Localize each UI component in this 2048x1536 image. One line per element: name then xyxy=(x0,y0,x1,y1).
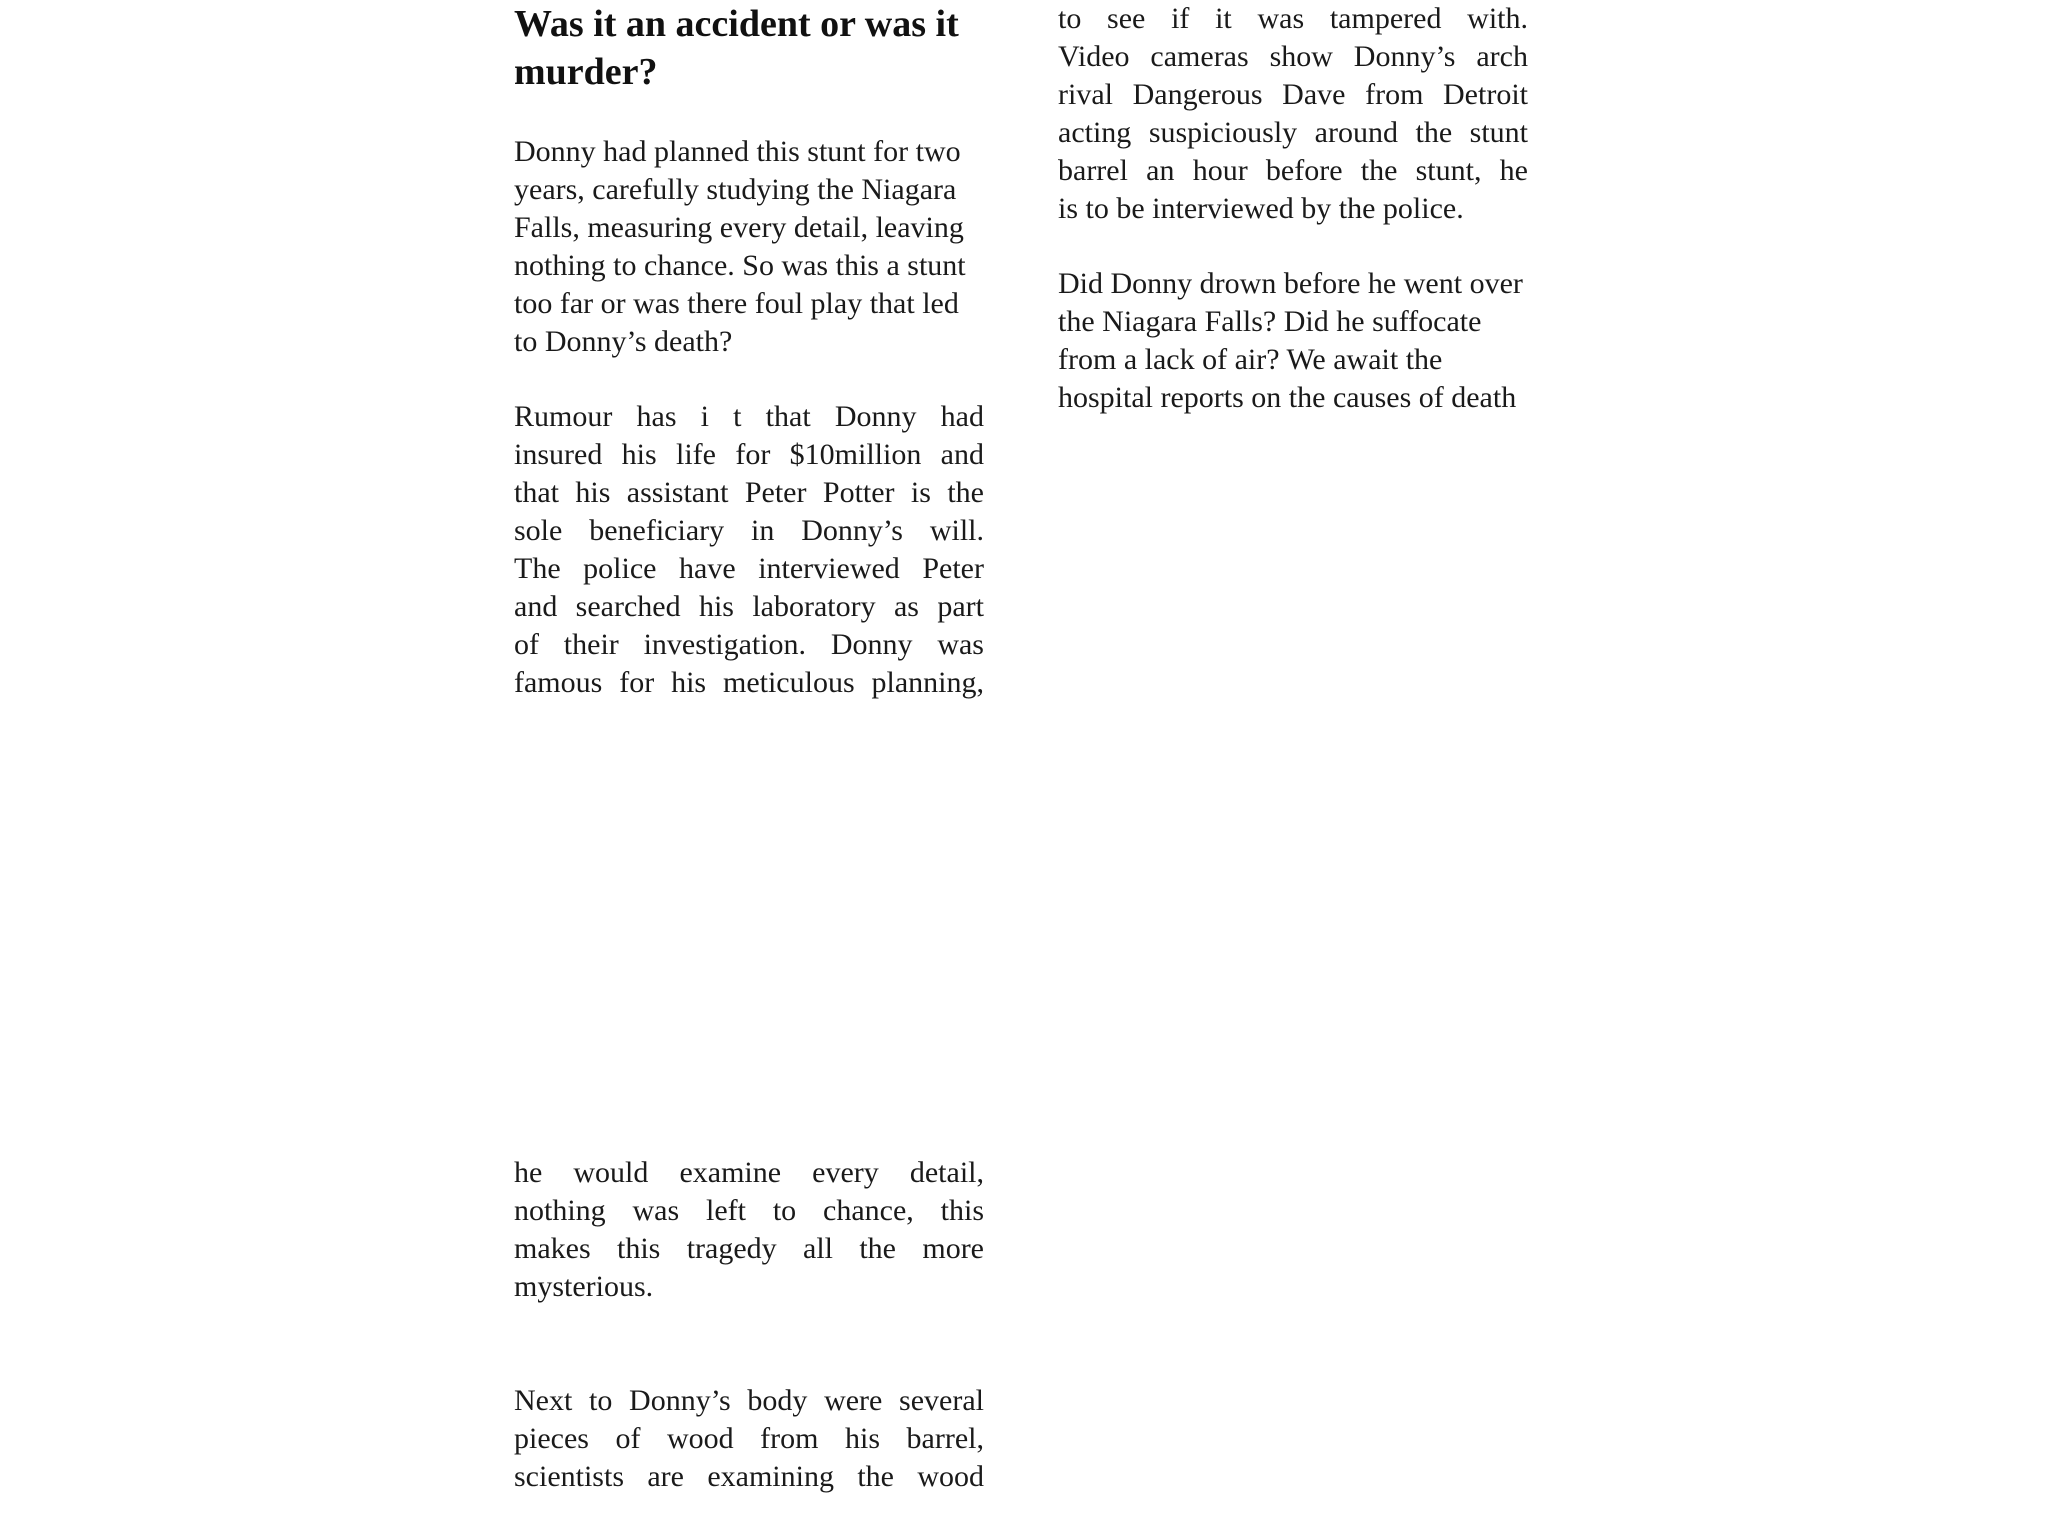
text-line: barrel an hour before the stunt, he xyxy=(1058,154,1528,187)
text-line: pieces of wood from his barrel, xyxy=(514,1422,984,1455)
text-line: famous for his meticulous planning, xyxy=(514,666,984,699)
text-line: acting suspiciously around the stunt xyxy=(1058,116,1528,149)
text-line: Video cameras show Donny’s arch xyxy=(1058,40,1528,73)
text-line: he would examine every detail, xyxy=(514,1156,984,1189)
right-paragraph-1 xyxy=(1058,0,1528,228)
left-paragraph-4 xyxy=(514,1382,984,1496)
right-paragraph-2: Did Donny drown before he went over the Niagara Falls? Did he suffocate from a lack of air? We await the hospital reports on the causes of death xyxy=(1058,267,1523,414)
text-line: nothing was left to chance, this xyxy=(514,1194,984,1227)
text-line: makes this tragedy all the more xyxy=(514,1232,984,1265)
text-line: is to be interviewed by the police. xyxy=(1058,192,1464,225)
text-line: insured his life for $10million and xyxy=(514,438,984,471)
text-line: mysterious. xyxy=(514,1270,654,1303)
text-line: Rumour has i t that Donny had xyxy=(514,400,984,433)
text-line: rival Dangerous Dave from Detroit xyxy=(1058,78,1528,111)
text-line: and searched his laboratory as part xyxy=(514,590,984,623)
text-line: to see if it was tampered with. xyxy=(1058,2,1528,35)
left-paragraph-1: Donny had planned this stunt for two years, carefully studying the Niagara Falls, measuring every detail, leaving nothing to chance. So was this a stunt too far or was there foul play that led to Donny’s death? xyxy=(514,135,966,358)
text-line: of their investigation. Donny was xyxy=(514,628,984,661)
text-line: that his assistant Peter Potter is the xyxy=(514,476,984,509)
text-line: Next to Donny’s body were several xyxy=(514,1384,984,1417)
text-line: scientists are examining the wood xyxy=(514,1460,984,1493)
left-paragraph-3 xyxy=(514,1154,984,1306)
left-paragraph-2 xyxy=(514,398,984,702)
text-line: The police have interviewed Peter xyxy=(514,552,984,585)
text-line: sole beneficiary in Donny’s will. xyxy=(514,514,984,547)
article-heading: Was it an accident or was it murder? xyxy=(514,3,959,93)
